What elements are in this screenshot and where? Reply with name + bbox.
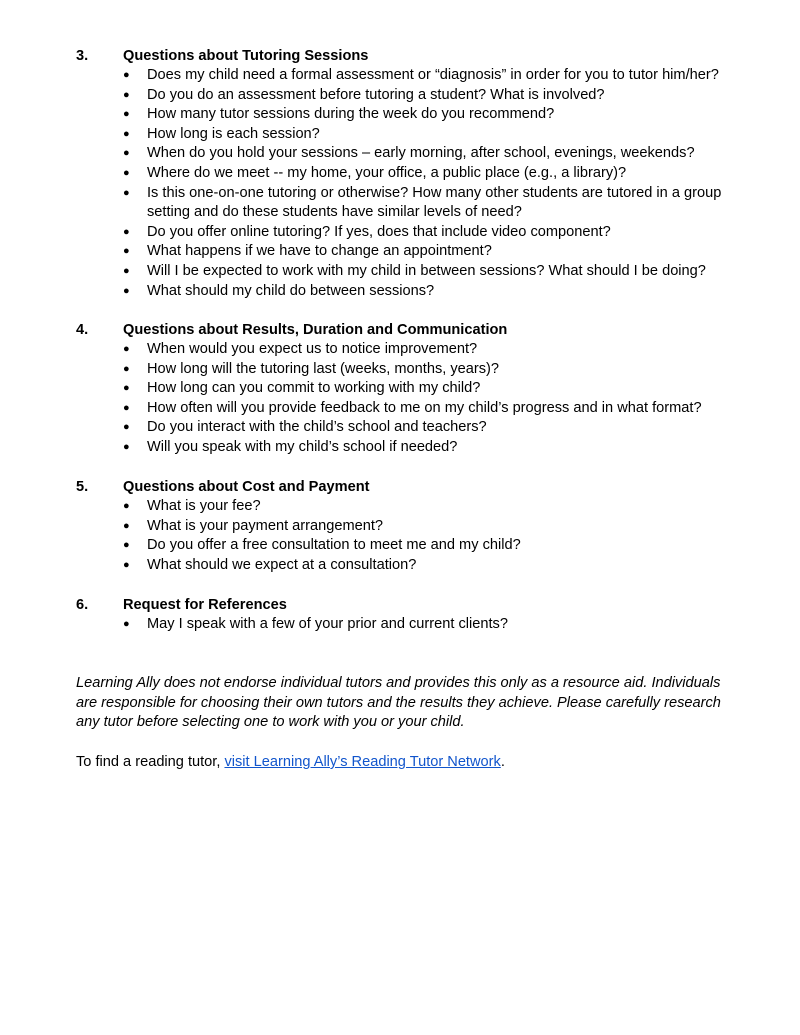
section-number: 3. (76, 48, 89, 64)
question-item (76, 556, 736, 576)
section-title: Questions about Results, Duration and Communication (123, 322, 508, 338)
question-list (76, 340, 736, 458)
bullet-icon: ● (123, 500, 130, 512)
section-title: Request for References (123, 597, 287, 613)
question-text: Will you speak with my child’s school if needed? (147, 438, 458, 455)
question-text: How often will you provide feedback to me on my child’s progress and in what format? (147, 399, 702, 416)
section-references (76, 595, 736, 635)
question-item (76, 282, 736, 302)
bullet-icon: ● (123, 382, 130, 395)
section-results-duration-communication (76, 320, 736, 458)
find-tutor-prefix: To find a reading tutor, (76, 754, 225, 770)
question-item (76, 497, 736, 517)
question-item (76, 144, 736, 164)
question-text: What is your payment arrangement? (147, 517, 384, 534)
question-item (76, 536, 736, 556)
question-list (76, 615, 736, 635)
question-text: When would you expect us to notice improvement? (147, 341, 478, 357)
question-item (76, 615, 736, 635)
question-text: What should my child do between sessions? (147, 282, 435, 299)
question-text: Is this one-on-one tutoring or otherwise? How many other students are tutored in a group setting and do these students have similar levels of need? (147, 184, 722, 221)
bullet-icon: ● (123, 147, 130, 160)
question-text: Do you interact with the child’s school and teachers? (147, 419, 487, 436)
section-tutoring-sessions (76, 46, 736, 301)
bullet-icon: ● (123, 186, 130, 199)
question-text: May I speak with a few of your prior and current clients? (147, 616, 508, 632)
section-title: Questions about Tutoring Sessions (123, 48, 369, 64)
disclaimer-text: Learning Ally does not endorse individual tutors and provides this only as a resource aid. Individuals are responsible for choosing their own tutors and the results they achieve. Please carefully research any tutor before selecting one to work with you or your child. (76, 675, 721, 731)
bullet-icon: ● (123, 127, 130, 140)
bullet-icon: ● (123, 108, 130, 121)
section-number: 6. (76, 597, 89, 613)
question-item (76, 262, 736, 282)
section-heading (76, 320, 736, 340)
question-item (76, 66, 736, 86)
question-list (76, 66, 736, 301)
question-text: When do you hold your sessions – early morning, after school, evenings, weekends? (147, 145, 695, 162)
reading-tutor-network-link[interactable]: visit Learning Ally’s Reading Tutor Network (224, 754, 501, 770)
question-item (76, 86, 736, 106)
bullet-icon: ● (123, 343, 130, 355)
section-number: 5. (76, 479, 89, 495)
find-tutor-line (76, 752, 736, 772)
question-item (76, 164, 736, 184)
question-item (76, 223, 736, 243)
bullet-icon: ● (123, 440, 130, 453)
question-text: What is your fee? (147, 498, 261, 514)
question-item (76, 418, 736, 438)
question-text: How long is each session? (147, 125, 320, 142)
question-text: How long can you commit to working with my child? (147, 380, 481, 397)
question-text: Will I be expected to work with my child in between sessions? What should I be doing? (147, 262, 706, 279)
bullet-icon: ● (123, 519, 130, 532)
question-text: Do you offer a free consultation to meet me and my child? (147, 537, 521, 554)
question-item (76, 184, 736, 223)
question-item (76, 105, 736, 125)
bullet-icon: ● (123, 618, 130, 630)
bullet-icon: ● (123, 69, 130, 81)
question-text: Do you offer online tutoring? If yes, does that include video component? (147, 223, 611, 240)
bullet-icon: ● (123, 225, 130, 238)
section-title: Questions about Cost and Payment (123, 479, 370, 495)
question-item (76, 125, 736, 145)
bullet-icon: ● (123, 558, 130, 571)
question-item (76, 242, 736, 262)
question-item (76, 438, 736, 458)
question-text: What happens if we have to change an appointment? (147, 243, 492, 260)
question-item (76, 340, 736, 360)
find-tutor-suffix: . (500, 754, 505, 770)
section-cost-payment (76, 477, 736, 575)
bullet-icon: ● (123, 401, 130, 414)
question-text: What should we expect at a consultation? (147, 556, 417, 573)
question-list (76, 497, 736, 575)
question-text: Does my child need a formal assessment or “diagnosis” in order for you to tutor him/her? (147, 67, 719, 83)
section-number: 4. (76, 322, 89, 338)
bullet-icon: ● (123, 284, 130, 297)
bullet-icon: ● (123, 245, 130, 258)
bullet-icon: ● (123, 421, 130, 434)
question-text: How long will the tutoring last (weeks, months, years)? (147, 360, 500, 377)
question-text: Do you do an assessment before tutoring a student? What is involved? (147, 86, 605, 103)
bullet-icon: ● (123, 88, 130, 101)
bullet-icon: ● (123, 539, 130, 552)
question-item (76, 379, 736, 399)
bullet-icon: ● (123, 362, 130, 375)
question-item (76, 517, 736, 537)
section-heading (76, 595, 736, 615)
section-heading (76, 477, 736, 497)
question-text: How many tutor sessions during the week do you recommend? (147, 106, 555, 123)
question-item (76, 360, 736, 380)
section-heading (76, 46, 736, 66)
question-item (76, 399, 736, 419)
bullet-icon: ● (123, 264, 130, 277)
bullet-icon: ● (123, 166, 130, 179)
question-text: Where do we meet -- my home, your office, a public place (e.g., a library)? (147, 164, 627, 181)
